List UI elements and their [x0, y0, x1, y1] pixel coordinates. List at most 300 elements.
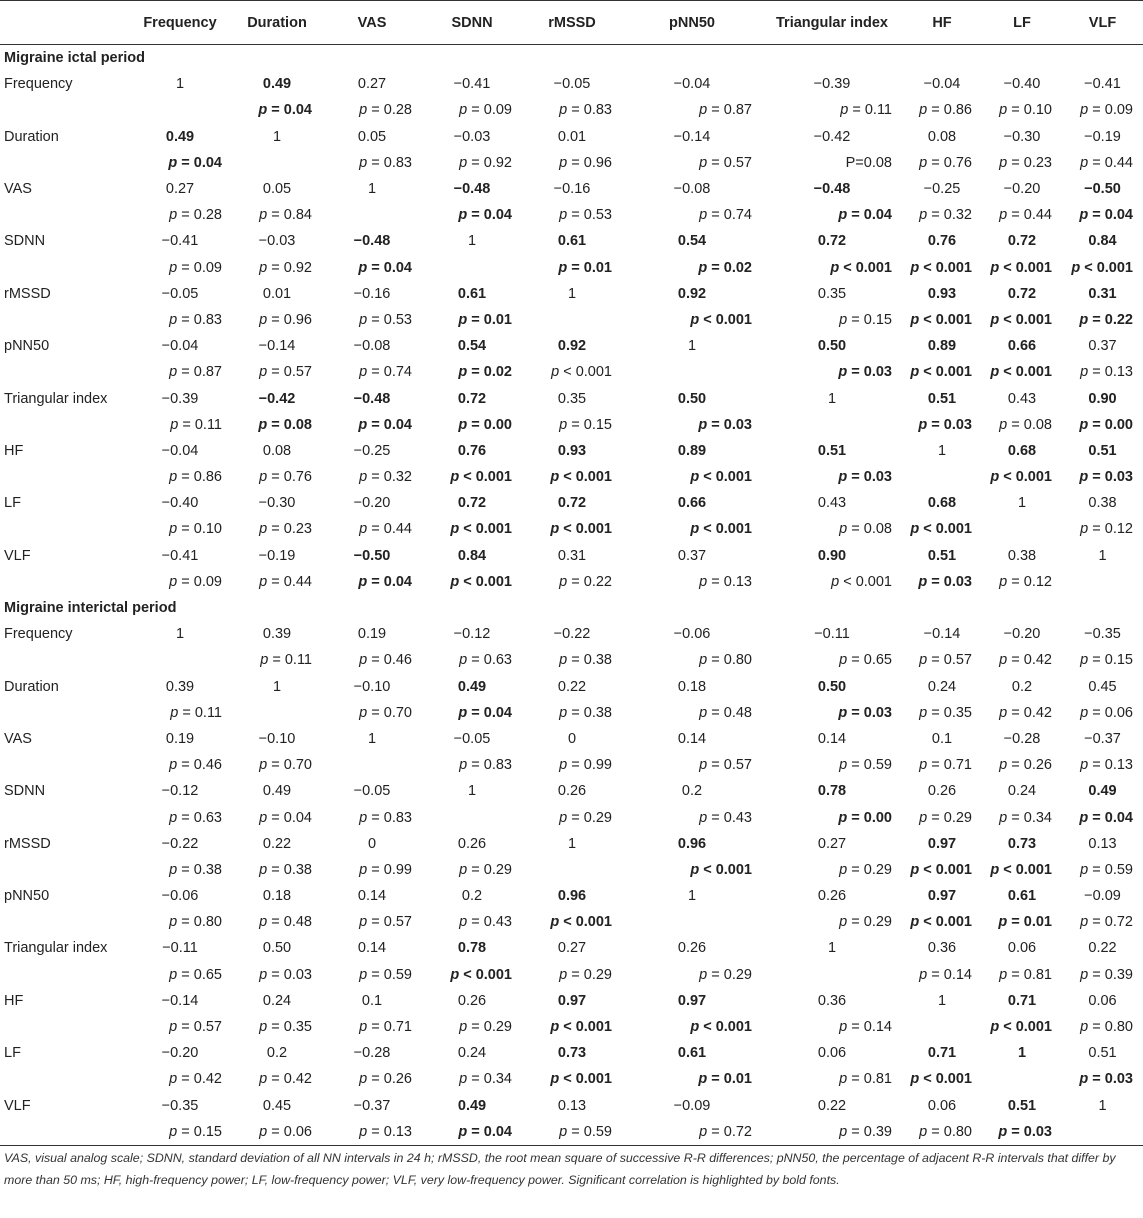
p-value: p < 0.001 [910, 364, 972, 381]
correlation-value: 0.78 [817, 783, 847, 800]
correlation-value: 0.50 [817, 678, 847, 695]
correlation-value: 0.93 [927, 285, 957, 302]
p-value: p = 0.03 [838, 469, 892, 486]
p-value: p = 0.71 [919, 757, 972, 774]
p-value: p = 0.38 [559, 704, 612, 721]
p-value: p = 0.53 [559, 207, 612, 224]
correlation-value: 1 [827, 940, 837, 957]
correlation-value: −0.14 [673, 128, 711, 145]
correlation-value: 0.01 [557, 128, 587, 145]
correlation-value: 0.22 [557, 678, 587, 695]
correlation-value: −0.19 [258, 547, 296, 564]
correlation-value: 1 [1098, 547, 1107, 564]
p-value: p = 0.57 [169, 1019, 222, 1036]
correlation-value: 0.51 [927, 547, 957, 564]
p-value: p = 0.32 [919, 207, 972, 224]
correlation-value: 0.97 [677, 992, 707, 1009]
p-value: p = 0.13 [1080, 364, 1133, 381]
p-value: p = 0.38 [169, 861, 222, 878]
correlation-value: 0.68 [1007, 442, 1037, 459]
p-value: p = 0.09 [1080, 102, 1133, 119]
correlation-value: 0.05 [262, 181, 292, 198]
correlation-value: 0.72 [457, 495, 487, 512]
correlation-value: −0.35 [1084, 626, 1121, 643]
correlation-value: 1 [567, 835, 577, 852]
table-row [0, 831, 1143, 857]
correlation-value: 1 [367, 181, 377, 198]
correlation-value: 0.43 [817, 495, 847, 512]
correlation-value: −0.14 [923, 626, 961, 643]
p-value: p < 0.001 [550, 521, 612, 538]
correlation-value: 0.49 [1088, 783, 1117, 800]
p-value: p = 0.13 [699, 573, 752, 590]
p-value: p < 0.001 [551, 364, 612, 381]
p-value: p = 0.57 [699, 154, 752, 171]
p-value: p = 0.96 [559, 154, 612, 171]
correlation-value: 1 [467, 233, 477, 250]
correlation-value: 0.49 [262, 76, 292, 93]
p-value-row [0, 150, 1143, 176]
correlation-value: 0.2 [461, 888, 483, 905]
row-label: VLF [4, 1097, 31, 1114]
correlation-value: 0.90 [817, 547, 847, 564]
correlation-value: −0.48 [353, 390, 391, 407]
correlation-value: 0.14 [357, 940, 387, 957]
p-value [422, 804, 522, 830]
p-value: p = 0.06 [1080, 704, 1133, 721]
p-value: p = 0.70 [259, 757, 312, 774]
p-value: p = 0.04 [358, 259, 412, 276]
correlation-value: 0.51 [1088, 1045, 1117, 1062]
p-value: p = 0.15 [128, 1119, 232, 1146]
p-value: p < 0.001 [990, 469, 1052, 486]
correlation-value: 0.27 [165, 181, 195, 198]
p-value: p = 0.35 [919, 704, 972, 721]
p-value: p = 0.04 [1079, 809, 1133, 826]
row-label: Triangular index [4, 940, 108, 957]
correlation-value: 0.13 [557, 1097, 587, 1114]
p-value: p = 0.15 [559, 416, 612, 433]
correlation-value: 0.06 [927, 1097, 957, 1114]
row-label-empty [0, 307, 128, 333]
correlation-value: 1 [1017, 495, 1027, 512]
row-label-empty [0, 752, 128, 778]
p-value: p = 0.03 [918, 573, 972, 590]
p-value: p = 0.03 [698, 416, 752, 433]
table-row [0, 228, 1143, 254]
correlation-value: 0 [567, 730, 577, 747]
correlation-value: 0.2 [266, 1045, 288, 1062]
correlation-value: 0.26 [927, 783, 957, 800]
correlation-value: −0.50 [353, 547, 391, 564]
correlation-value: 1 [937, 992, 947, 1009]
p-value: p < 0.001 [450, 966, 512, 983]
correlation-value: 1 [175, 76, 185, 93]
correlation-value: 0.05 [357, 128, 387, 145]
p-value: p < 0.001 [450, 573, 512, 590]
p-value: p = 0.96 [259, 311, 312, 328]
p-value [622, 909, 762, 935]
correlation-value: 0.61 [457, 285, 487, 302]
correlation-value: 0.2 [1011, 678, 1033, 695]
p-value: p = 0.09 [169, 259, 222, 276]
column-header: rMSSD [522, 1, 622, 45]
header-cell-blank [0, 1, 128, 45]
p-value: p < 0.001 [910, 259, 972, 276]
row-label: LF [4, 1045, 21, 1062]
p-value: p = 0.42 [259, 1071, 312, 1088]
correlation-value: −0.25 [353, 442, 391, 459]
correlation-value: −0.12 [161, 783, 199, 800]
p-value: p < 0.001 [831, 573, 892, 590]
correlation-value: −0.11 [814, 626, 850, 643]
p-value: p = 0.14 [919, 966, 972, 983]
correlation-value: 0.06 [1007, 940, 1037, 957]
table-row [0, 176, 1143, 202]
p-value: p = 0.48 [259, 914, 312, 931]
correlation-value: 0.14 [677, 730, 707, 747]
correlation-value: −0.04 [161, 442, 199, 459]
correlation-value: 1 [175, 626, 185, 643]
p-value [1062, 1119, 1143, 1146]
p-value-row [0, 359, 1143, 385]
p-value-row [0, 857, 1143, 883]
correlation-value: 0.90 [1088, 390, 1117, 407]
correlation-value: 0.13 [1088, 835, 1117, 852]
p-value: p < 0.001 [550, 1019, 612, 1036]
p-value: p = 0.04 [1079, 207, 1133, 224]
correlation-value: −0.28 [1003, 730, 1041, 747]
p-value: p = 0.38 [259, 861, 312, 878]
column-header: VAS [322, 1, 422, 45]
correlation-value: 0.1 [361, 992, 383, 1009]
p-value-row [0, 909, 1143, 935]
correlation-value: −0.28 [353, 1045, 391, 1062]
p-value: p = 0.01 [698, 1071, 752, 1088]
p-value: p = 0.48 [699, 704, 752, 721]
section-header-row [0, 595, 1143, 621]
p-value: p < 0.001 [450, 469, 512, 486]
p-value: p = 0.04 [259, 809, 312, 826]
p-value: p = 0.34 [459, 1071, 512, 1088]
p-value-row [0, 255, 1143, 281]
row-label: VAS [4, 181, 32, 198]
correlation-value: −0.35 [161, 1097, 199, 1114]
column-header: HF [902, 1, 982, 45]
p-value: P=0.08 [845, 154, 892, 171]
p-value: p < 0.001 [990, 861, 1052, 878]
correlation-value: 0.49 [262, 783, 292, 800]
table-row [0, 124, 1143, 150]
correlation-value: 0.51 [1007, 1097, 1037, 1114]
correlation-value: −0.06 [673, 626, 711, 643]
p-value: p = 0.57 [359, 914, 412, 931]
p-value [128, 97, 232, 123]
p-value: p = 0.76 [919, 154, 972, 171]
p-value: p = 0.13 [1080, 757, 1133, 774]
correlation-value: 0.39 [262, 626, 292, 643]
p-value: p = 0.63 [169, 809, 222, 826]
p-value: p = 0.09 [459, 102, 512, 119]
p-value: p = 0.46 [359, 652, 412, 669]
correlation-value: 0.19 [357, 626, 387, 643]
correlation-value: 0.84 [457, 547, 487, 564]
p-value [422, 255, 522, 281]
correlation-value: −0.05 [353, 783, 391, 800]
p-value: p = 0.46 [169, 757, 222, 774]
column-header: SDNN [422, 1, 522, 45]
table-row [0, 778, 1143, 804]
p-value: p = 0.28 [169, 207, 222, 224]
row-label-empty [0, 359, 128, 385]
correlation-value: 0.43 [1007, 390, 1037, 407]
correlation-value: 0.38 [1007, 547, 1037, 564]
correlation-value: 0.61 [557, 233, 587, 250]
section-title: Migraine interictal period [4, 600, 177, 617]
correlation-value: 1 [1017, 1045, 1027, 1062]
p-value: p = 0.15 [1080, 652, 1133, 669]
p-value [522, 857, 622, 883]
correlation-value: 0.84 [1088, 233, 1117, 250]
p-value-row [0, 962, 1143, 988]
p-value: p = 0.86 [169, 469, 222, 486]
p-value: p = 0.04 [458, 207, 512, 224]
table-header [0, 1, 1143, 45]
p-value: p = 0.12 [999, 573, 1052, 590]
correlation-value: 0.73 [1007, 835, 1037, 852]
p-value-row [0, 412, 1143, 438]
correlation-value: 0.92 [677, 285, 707, 302]
p-value: p < 0.001 [690, 861, 752, 878]
table-body [0, 45, 1143, 1146]
correlation-value: 0.22 [262, 835, 292, 852]
correlation-value: −0.20 [1003, 626, 1041, 643]
p-value: p = 0.22 [559, 573, 612, 590]
p-value: p = 0.92 [259, 259, 312, 276]
correlation-value: −0.04 [161, 338, 199, 355]
p-value: p = 0.11 [840, 102, 892, 119]
correlation-value: −0.41 [453, 76, 491, 93]
correlation-value: 0.96 [557, 888, 587, 905]
correlation-value: −0.12 [453, 626, 491, 643]
p-value: p = 0.74 [359, 364, 412, 381]
p-value: p = 0.80 [902, 1119, 982, 1146]
row-label-empty [0, 700, 128, 726]
correlation-value: 0.50 [262, 940, 292, 957]
correlation-value: 0.72 [457, 390, 487, 407]
p-value: p = 0.03 [838, 364, 892, 381]
p-value: p = 0.03 [838, 704, 892, 721]
p-value-row [0, 700, 1143, 726]
p-value: p = 0.59 [839, 757, 892, 774]
p-value: p = 0.29 [699, 966, 752, 983]
p-value: p = 0.12 [1080, 521, 1133, 538]
p-value: p = 0.26 [999, 757, 1052, 774]
p-value: p < 0.001 [910, 914, 972, 931]
p-value: p < 0.001 [690, 1019, 752, 1036]
p-value: p = 0.42 [169, 1071, 222, 1088]
correlation-value: −0.03 [453, 128, 491, 145]
p-value: p = 0.65 [169, 966, 222, 983]
correlation-value: −0.40 [1003, 76, 1041, 93]
correlation-value: 0.54 [677, 233, 707, 250]
row-label-empty [0, 202, 128, 228]
p-value: p = 0.29 [459, 861, 512, 878]
p-value: p = 0.99 [359, 861, 412, 878]
table-row [0, 333, 1143, 359]
correlation-value: −0.16 [553, 181, 591, 198]
row-label: pNN50 [4, 338, 50, 355]
p-value: p = 0.39 [762, 1119, 902, 1146]
correlation-value: 0.26 [557, 783, 587, 800]
p-value: p = 0.03 [259, 966, 312, 983]
table-row [0, 281, 1143, 307]
p-value: p < 0.001 [910, 861, 972, 878]
correlation-value: 1 [272, 128, 282, 145]
p-value: p = 0.02 [698, 259, 752, 276]
correlation-value: 0.45 [262, 1097, 292, 1114]
p-value: p < 0.001 [990, 311, 1052, 328]
column-header: VLF [1062, 1, 1143, 45]
correlation-value: 0.51 [927, 390, 957, 407]
correlation-value: 0.54 [457, 338, 487, 355]
correlation-value: 0.72 [817, 233, 847, 250]
p-value: p = 0.76 [259, 469, 312, 486]
p-value: p = 0.84 [259, 207, 312, 224]
p-value: p < 0.001 [910, 521, 972, 538]
p-value: p = 0.57 [259, 364, 312, 381]
table-row [0, 674, 1143, 700]
p-value: p = 0.53 [359, 311, 412, 328]
row-label: Frequency [4, 76, 73, 93]
p-value-row [0, 307, 1143, 333]
correlation-value: 0.08 [262, 442, 292, 459]
p-value: p = 0.29 [919, 809, 972, 826]
correlation-value: 0.61 [1007, 888, 1037, 905]
correlation-value: 0.72 [1007, 285, 1037, 302]
correlation-value: 1 [272, 678, 282, 695]
correlation-value: 0.50 [817, 338, 847, 355]
table-row [0, 543, 1143, 569]
row-label: Triangular index [4, 390, 108, 407]
correlation-value: 0.37 [677, 547, 707, 564]
column-header: LF [982, 1, 1062, 45]
column-header: Duration [232, 1, 322, 45]
correlation-value: −0.14 [161, 992, 199, 1009]
p-value: p = 0.23 [259, 521, 312, 538]
p-value [522, 307, 622, 333]
correlation-value: 1 [687, 888, 697, 905]
p-value: p = 0.59 [522, 1119, 622, 1146]
p-value: p < 0.001 [550, 1071, 612, 1088]
correlation-value: 0.24 [262, 992, 292, 1009]
p-value: p = 0.83 [559, 102, 612, 119]
p-value: p = 0.29 [839, 861, 892, 878]
correlation-value: 0.18 [677, 678, 707, 695]
row-label-empty [0, 1014, 128, 1040]
p-value: p = 0.11 [170, 416, 222, 433]
correlation-value: −0.42 [258, 390, 296, 407]
p-value: p = 0.32 [359, 469, 412, 486]
correlation-value: −0.05 [161, 285, 199, 302]
p-value: p < 0.001 [990, 259, 1052, 276]
row-label-empty [0, 150, 128, 176]
column-header: Frequency [128, 1, 232, 45]
p-value: p = 0.04 [458, 704, 512, 721]
correlation-value: 0.71 [927, 1045, 957, 1062]
table-row [0, 385, 1143, 411]
correlation-value: 0.31 [557, 547, 587, 564]
p-value [762, 962, 902, 988]
p-value: p = 0.09 [169, 573, 222, 590]
row-label: rMSSD [4, 835, 51, 852]
table-row [0, 621, 1143, 647]
p-value [322, 752, 422, 778]
p-value: p = 0.06 [232, 1119, 322, 1146]
row-label-empty [0, 464, 128, 490]
correlation-value: 1 [827, 390, 837, 407]
p-value: p < 0.001 [550, 914, 612, 931]
correlation-value: 1 [937, 442, 947, 459]
p-value: p = 0.08 [999, 416, 1052, 433]
correlation-value: −0.05 [453, 730, 491, 747]
p-value [982, 516, 1062, 542]
row-label: HF [4, 992, 24, 1009]
row-label: SDNN [4, 233, 46, 250]
row-label: pNN50 [4, 888, 50, 905]
p-value: p < 0.001 [690, 469, 752, 486]
p-value: p < 0.001 [910, 311, 972, 328]
correlation-value: 0.14 [357, 888, 387, 905]
correlation-value: 1 [367, 730, 377, 747]
correlation-value: 0.36 [817, 992, 847, 1009]
p-value-row [0, 202, 1143, 228]
correlation-value: −0.48 [353, 233, 391, 250]
p-value-row [0, 1014, 1143, 1040]
p-value-row [0, 752, 1143, 778]
correlation-value: 0.72 [1007, 233, 1037, 250]
p-value: p = 0.44 [359, 521, 412, 538]
p-value [622, 359, 762, 385]
p-value: p = 0.81 [999, 966, 1052, 983]
correlation-value: 0.49 [457, 678, 487, 695]
row-label: VLF [4, 547, 31, 564]
p-value: p = 0.00 [838, 809, 892, 826]
correlation-value: 0.35 [817, 285, 847, 302]
correlation-value: −0.30 [258, 495, 296, 512]
column-header: pNN50 [622, 1, 762, 45]
row-label-empty [0, 909, 128, 935]
p-value: p = 0.10 [169, 521, 222, 538]
p-value: p = 0.08 [258, 416, 312, 433]
correlation-value: 0.14 [817, 730, 847, 747]
p-value: p < 0.001 [910, 1071, 972, 1088]
correlation-value: 0.97 [557, 992, 587, 1009]
row-label: Duration [4, 678, 59, 695]
section-title: Migraine ictal period [4, 50, 145, 67]
row-label: LF [4, 495, 21, 512]
table-row [0, 988, 1143, 1014]
p-value: p = 0.03 [1079, 469, 1133, 486]
p-value [128, 647, 232, 673]
p-value: p = 0.57 [919, 652, 972, 669]
correlation-value: −0.10 [258, 730, 296, 747]
p-value: p = 0.80 [1080, 1019, 1133, 1036]
correlation-value: −0.37 [353, 1097, 391, 1114]
p-value: p = 0.92 [459, 154, 512, 171]
p-value [322, 202, 422, 228]
correlation-value: 0.26 [457, 835, 487, 852]
